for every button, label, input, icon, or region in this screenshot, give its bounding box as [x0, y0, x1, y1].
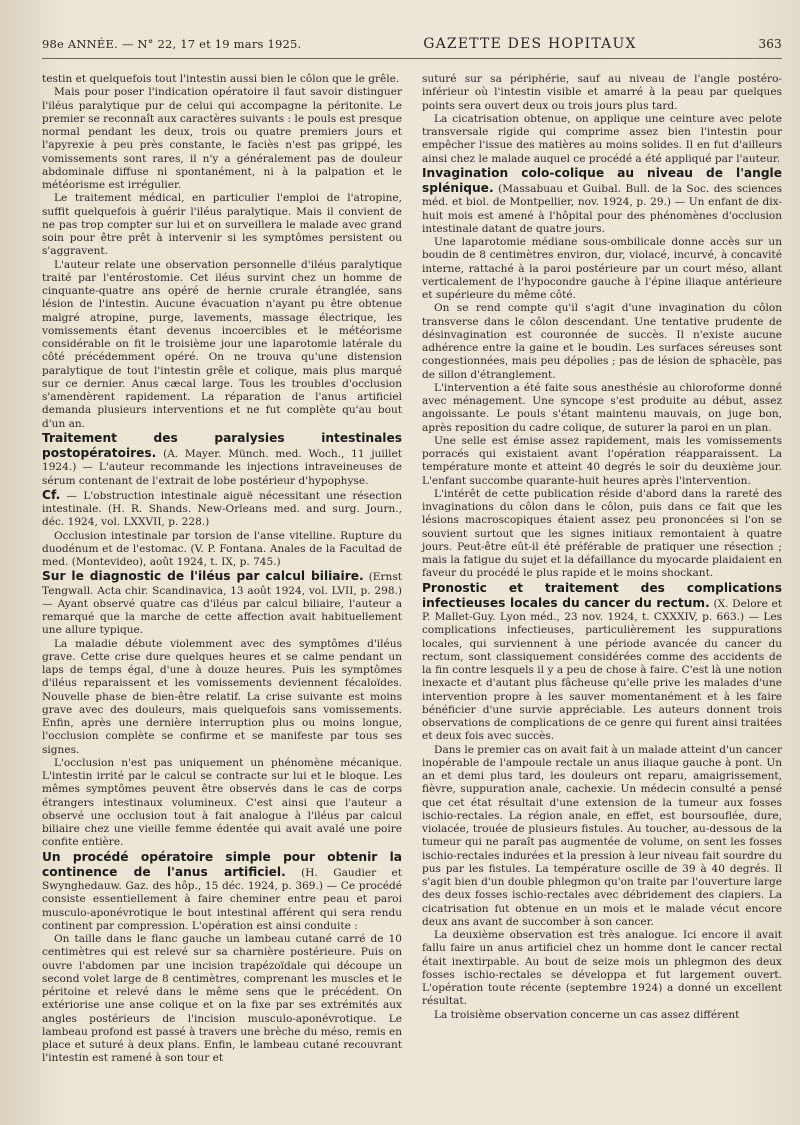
two-column-body [42, 73, 782, 1066]
section-heading: Traitement des paralysies intestinales postopératoires. [42, 430, 402, 460]
section-heading: Pronostic et traitement des complications infectieuses locales du cancer du rectum. [422, 580, 782, 610]
section-heading: Invagination colo-colique au niveau de l'angle splénique. [422, 165, 782, 195]
paragraph: L'occlusion n'est pas uniquement un phénomène mécanique. L'intestin irrité par le calcul se contracte sur lui et le bloque. Les mêmes symptômes peuvent être observés dans le cas de corps étrangers intestinaux volumineux. C'est ainsi que l'auteur a observé une occlusion tout à fait analogue à l'iléus par calcul biliaire chez une vieille femme édentée qui avait avalé une poire confite entière. [42, 756, 402, 849]
citation-text: (Massabuau et Guibal. Bull. de la Soc. des sciences méd. et biol. de Montpellier, nov. 1924, p. 29.) — Un enfant de dix-huit mois est amené à l'hôpital pour des phénomènes d'occlusion intestinale datant de quatre jours. [422, 183, 783, 235]
citation-text: (Ernst Tengwall. Acta chir. Scandinavica, 13 août 1924, vol. LVII, p. 298.) — Ayant observé quatre cas d'iléus par calcul biliaire, l'auteur a remarqué que la marche de cette affection avait habituellement une allure typique. [42, 571, 402, 637]
right-column [422, 73, 782, 1066]
paragraph: On taille dans le flanc gauche un lambeau cutané carré de 10 centimètres qui est relevé sur sa charnière postérieure. Puis on ouvre l'abdomen par une incision trapézoïdale qui découpe un second volet large de 8 centimètres, comprenant les muscles et le péritoine et relevé dans le même sens que le précédent. On extériorise une anse colique et on la fixe par ses extrémités aux angles postérieurs de l'incision musculo-aponévrotique. Le lambeau profond est passé à travers une brèche du méso, remis en place et suturé à deux plans. Enfin, le lambeau cutané recouvrant l'intestin est ramené à son tour et [42, 933, 402, 1065]
citation-text: (A. Mayer. Münch. med. Woch., 11 juillet 1924.) — L'auteur recommande les injections intraveineuses de sérum contenant de l'extrait de lobe postérieur d'hypophyse. [42, 448, 402, 487]
left-column [42, 73, 402, 1066]
section-heading: Cf. [42, 487, 61, 502]
paragraph: Une laparotomie médiane sous-ombilicale donne accès sur un boudin de 8 centimètres environ, dur, violacé, incurvé, à concavité interne, rattaché à la paroi postérieure par un court méso, allant verticalement de l'hypocondre gauche à l'épine iliaque antérieure et supérieure du même côté. [422, 236, 782, 301]
paragraph: Le traitement médical, en particulier l'emploi de l'atropine, suffit quelquefois à guérir l'iléus paralytique. Mais il convient de ne pas trop compter sur lui et on surveillera le malade avec grand soin pour être prêt à intervenir si les symptômes persistent ou s'aggravent. [42, 192, 402, 258]
paragraph: testin et quelquefois tout l'intestin aussi bien le côlon que le grêle. [42, 73, 400, 85]
paragraph: La maladie débute violemment avec des symptômes d'iléus grave. Cette crise dure quelques heures et se calme pendant un laps de temps égal, d'une à douze heures. Puis les symptômes d'iléus reparaissent et les vomissements deviennent fécaloïdes. Nouvelle phase de bien-être relatif. La crise suivante est moins grave avec des douleurs, mais quelquefois sans vomissements. Enfin, après une dernière interruption plus ou moins longue, l'occlusion complète se confirme et se manifeste par tous ses signes. [42, 637, 402, 756]
running-header [42, 36, 782, 59]
paragraph: L'auteur relate une observation personnelle d'iléus paralytique traité par l'entérostomie. Cet iléus survint chez un homme de cinquante-quatre ans opéré de hernie crurale étranglée, sans lésion de l'intestin. Aucune évacuation n'ayant pu être obtenue malgré atropine, purge, lavements, massage électrique, les vomissements étant devenus incoercibles et le météorisme considérable on fit le troisième jour une laparotomie latérale du côté précédemment opéré. On ne trouva qu'une distension paralytique de tout l'intestin grêle et colique, mais plus marqué sur ce dernier. Anus cæcal large. Tous les troubles d'occlusion s'amendèrent rapidement. La réparation de l'anus artificiel demanda plusieurs interventions et ne fut complète qu'au bout d'un an. [42, 258, 402, 430]
section-heading: Sur le diagnostic de l'iléus par calcul biliaire. [42, 569, 364, 584]
paragraph: On se rend compte qu'il s'agit d'une invagination du côlon transverse dans le côlon descendant. Une tentative prudente de désinvagination est couronnée de succès. Il n'existe aucune adhérence entre la gaine et le boudin. Les surfaces séreuses sont congestionnées, mais peu dépolies ; pas de lésion de sphacèle, pas de sillon d'étranglement. [422, 302, 782, 381]
paragraph: La deuxième observation est très analogue. Ici encore il avait fallu faire un anus artificiel chez un homme dont le cancer rectal était inextirpable. Au bout de seize mois un phlegmon des deux fosses ischio-rectales se développa et fut largement ouvert. L'opération toute récente (septembre 1924) a donné un excellent résultat. [422, 929, 782, 1008]
paragraph: Dans le premier cas on avait fait à un malade atteint d'un cancer inopérable de l'ampoule rectale un anus iliaque gauche à pont. Un an et demi plus tard, les douleurs ont reparu, amaigrissement, fièvre, suppuration anale, cachexie. Un médecin consulté a pensé que cet état résultait d'une extension de la tumeur aux fosses ischio-rectales. La région anale, en effet, est boursouflée, dure, violacée, trouée de plusieurs fistules. Au toucher, au-dessous de la tumeur qui ne paraît pas augmentée de volume, on sent les fosses ischio-rectales indurées et la pression à leur niveau fait sourdre du pus par les fistules. La température oscille de 39 à 40 degrés. Il s'agit bien d'un double phlegmon qu'on traite par l'ouverture large des deux fosses ischio-rectales avec débridement des clapiers. La cicatrisation fut obtenue en un mois et le malade vécut encore deux ans avant de succomber à son cancer. [422, 743, 782, 928]
journal-title: GAZETTE DES HOPITAUX [423, 36, 637, 52]
paragraph: suturé sur sa périphérie, sauf au niveau de l'angle postéro-inférieur où l'intestin visible et amarré à la peau par quelques points sera ouvert deux ou trois jours plus tard. [422, 73, 782, 112]
paragraph: Une selle est émise assez rapidement, mais les vomissements porracés qui existaient avant l'opération réapparaissent. La température monte et atteint 40 degrés le soir du deuxième jour. L'enfant succombe quarante-huit heures après l'intervention. [422, 434, 782, 487]
citation-text: — L'obstruction intestinale aiguë nécessitant une résection intestinale. (H. R. Shands. New-Orleans med. and surg. Journ., déc. 1924, vol. LXXVII, p. 228.) [42, 489, 402, 529]
paragraph: Mais pour poser l'indication opératoire il faut savoir distinguer l'iléus paralytique pur de celui qui accompagne la péritonite. Le premier se reconnaît aux caractères suivants : le pouls est presque normal pendant les deux, trois ou quatre premiers jours et l'apyrexie à peu près constante, le faciès n'est pas grippé, les vomissements sont rares, il n'y a généralement pas de douleur abdominale diffuse ni spontanément, ni à la palpation et le météorisme est irrégulier. [42, 86, 402, 191]
paragraph: L'intérêt de cette publication réside d'abord dans la rareté des invaginations du côlon dans le côlon, puis dans ce fait que les lésions macroscopiques étaient assez peu prononcées si l'on se souvient surtout que les signes initiaux remontaient à quatre jours. Peut-être eût-il été préférable de pratiquer une résection ; mais la fatigue du sujet et la défaillance du myocarde plaidaient en faveur du procédé le plus rapide et le moins shockant. [422, 487, 782, 580]
page-number: 363 [758, 37, 782, 51]
paragraph: La cicatrisation obtenue, on applique une ceinture avec pelote transversale rigide qui comprime assez bien l'intestin pour empêcher l'issue des matières au moins solides. Il en fut d'ailleurs ainsi chez le malade auquel ce procédé a été appliqué par l'auteur. [422, 112, 782, 165]
section-heading: Un procédé opératoire simple pour obtenir la continence de l'anus artificiel. [42, 849, 402, 879]
citation-text: (H. Gaudier et Swynghedauw. Gaz. des hôp., 15 déc. 1924, p. 369.) — Ce procédé consiste essentiellement à faire cheminer entre peau et paroi musculo-aponévrotique le bout intestinal afférent qui sera rendu continent par compression. L'opération est ainsi conduite : [42, 866, 402, 932]
paragraph: La troisième observation concerne un cas assez différent [434, 1008, 740, 1021]
paragraph: Occlusion intestinale par torsion de l'anse vitelline. Rupture du duodénum et de l'estomac. (V. P. Fontana. Anales de la Facultad de med. (Montevideo), août 1924, t. IX, p. 745.) [42, 529, 402, 568]
issue-info: 98e ANNÉE. — N° 22, 17 et 19 mars 1925. [42, 37, 302, 51]
citation-text: (X. Delore et P. Mallet-Guy. Lyon méd., 23 nov. 1924, t. CXXXIV, p. 663.) — Les complications infectieuses, particulièrement les suppurations locales, qui surviennent à une période avancée du cancer du rectum, sont classiquement considérées comme des accidents de la fin contre lesquels il y a peu de chose à faire. C'est là une notion inexacte et d'autant plus fâcheuse qu'elle prive les malades d'une intervention propre à les sauver momentanément et à les faire bénéficier d'une survie appréciable. Les auteurs donnent trois observations de complications de ce genre qui furent ainsi traitées et deux fois avec succès. [422, 597, 782, 743]
paragraph: L'intervention a été faite sous anesthésie au chloroforme donné avec ménagement. Une syncope s'est produite au début, assez angoissante. Le pouls s'étant maintenu mauvais, on juge bon, après reposition du cadre colique, de suturer la paroi en un plan. [422, 381, 782, 434]
